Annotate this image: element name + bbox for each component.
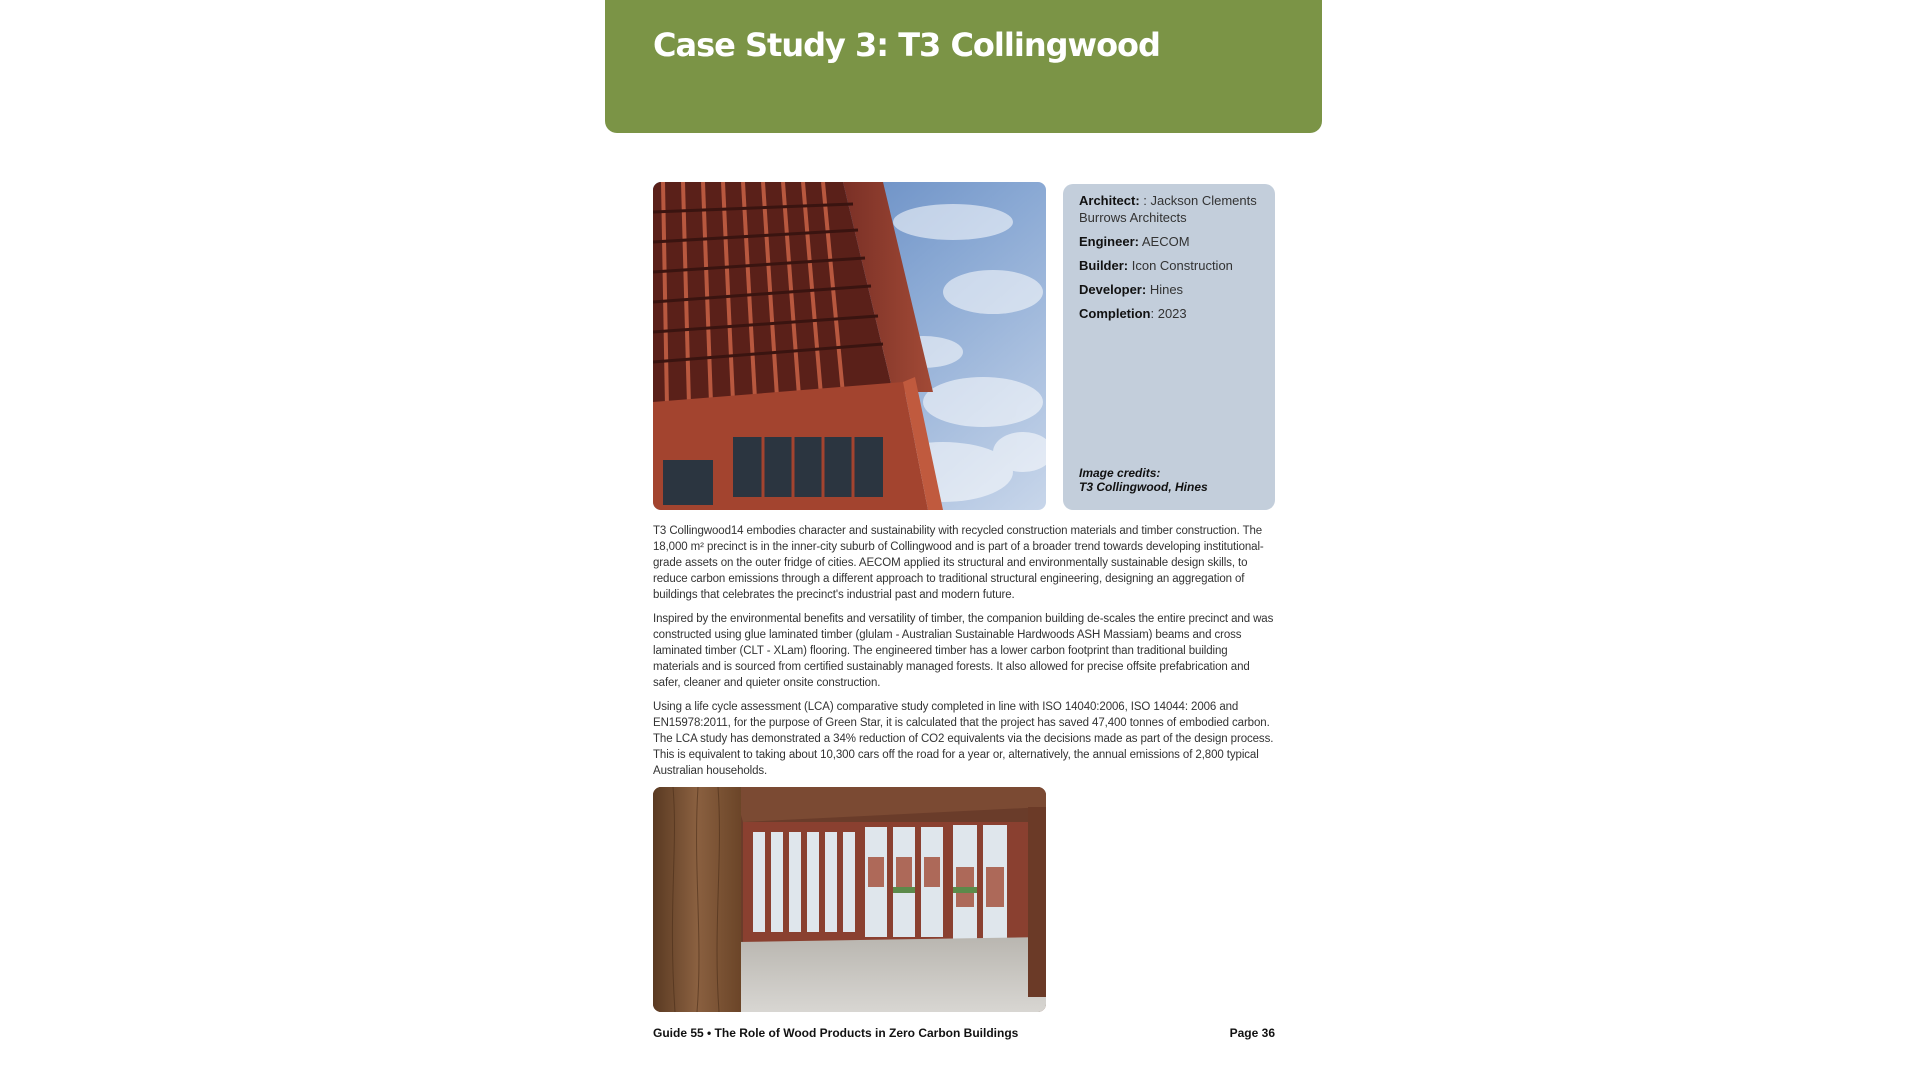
engineer-value: AECOM bbox=[1138, 234, 1190, 249]
building-exterior-photo bbox=[653, 182, 1046, 510]
paragraph-lca: Using a life cycle assessment (LCA) comparative study completed in line with ISO 14040:2006, ISO 14044: 2006 and EN15978:2011, for the purpose of Green Star, it is calculated that the project has saved 47,400 tonnes of embodied carbon. The LCA study has demonstrated a 34% reduction of CO2 equivalents via the decisions made as part of the design process. This is equivalent to taking about 10,300 cars off the road for a year or, alternatively, the annual emissions of 2,800 typical Australian households. bbox=[653, 701, 1274, 777]
project-info-panel bbox=[1063, 184, 1275, 510]
body-text bbox=[653, 523, 1275, 787]
completion-label: Completion bbox=[1079, 306, 1151, 321]
paragraph-intro: T3 Collingwood14 embodies character and sustainability with recycled construction materials and timber construction. The 18,000 m² precinct is in the inner-city suburb of Collingwood and is part of a broader trend towards developing institutional-grade assets on the outer fridge of cities. AECOM applied its structural and environmentally sustainable design skills, to reduce carbon emissions through a different approach to traditional structural engineering, designing an aggregation of buildings that celebrates the precinct's industrial past and modern future. bbox=[653, 525, 1264, 601]
paragraph-timber: Inspired by the environmental benefits and versatility of timber, the companion building de-scales the entire precinct and was constructed using glue laminated timber (glulam - Australian Sustainable Hardwoods ASH Massiam) beams and cross laminated timber (CLT - XLam) flooring. The engineered timber has a lower carbon footprint than traditional building materials and is sourced from certified sustainably managed forests. It also allowed for precise offsite prefabrication and safer, cleaner and quieter onsite construction. bbox=[653, 613, 1274, 689]
developer-label: Developer: bbox=[1079, 282, 1147, 297]
builder-label: Builder: bbox=[1079, 258, 1129, 273]
page-number: Page 36 bbox=[1229, 1026, 1275, 1040]
completion-row bbox=[1079, 305, 1265, 322]
developer-row bbox=[1079, 281, 1265, 298]
page-title: Case Study 3: T3 Collingwood bbox=[653, 26, 1160, 64]
project-details-list bbox=[1079, 192, 1265, 329]
architect-value: : Jackson Clements Burrows Architects bbox=[1079, 193, 1257, 225]
image-credits-label: Image credits: bbox=[1079, 466, 1161, 480]
timber-interior-photo bbox=[653, 787, 1046, 1012]
completion-value: : 2023 bbox=[1150, 306, 1187, 321]
title-banner bbox=[605, 0, 1322, 133]
architect-label: Architect: bbox=[1079, 193, 1140, 208]
footer-guide-title: Guide 55 • The Role of Wood Products in Zero Carbon Buildings bbox=[653, 1026, 1019, 1040]
architect-row bbox=[1079, 192, 1265, 226]
image-credits bbox=[1079, 466, 1265, 494]
engineer-label: Engineer: bbox=[1079, 234, 1139, 249]
builder-value: Icon Construction bbox=[1128, 258, 1233, 273]
developer-value: Hines bbox=[1146, 282, 1184, 297]
image-credits-value: T3 Collingwood, Hines bbox=[1079, 480, 1208, 494]
builder-row bbox=[1079, 257, 1265, 274]
engineer-row bbox=[1079, 233, 1265, 250]
